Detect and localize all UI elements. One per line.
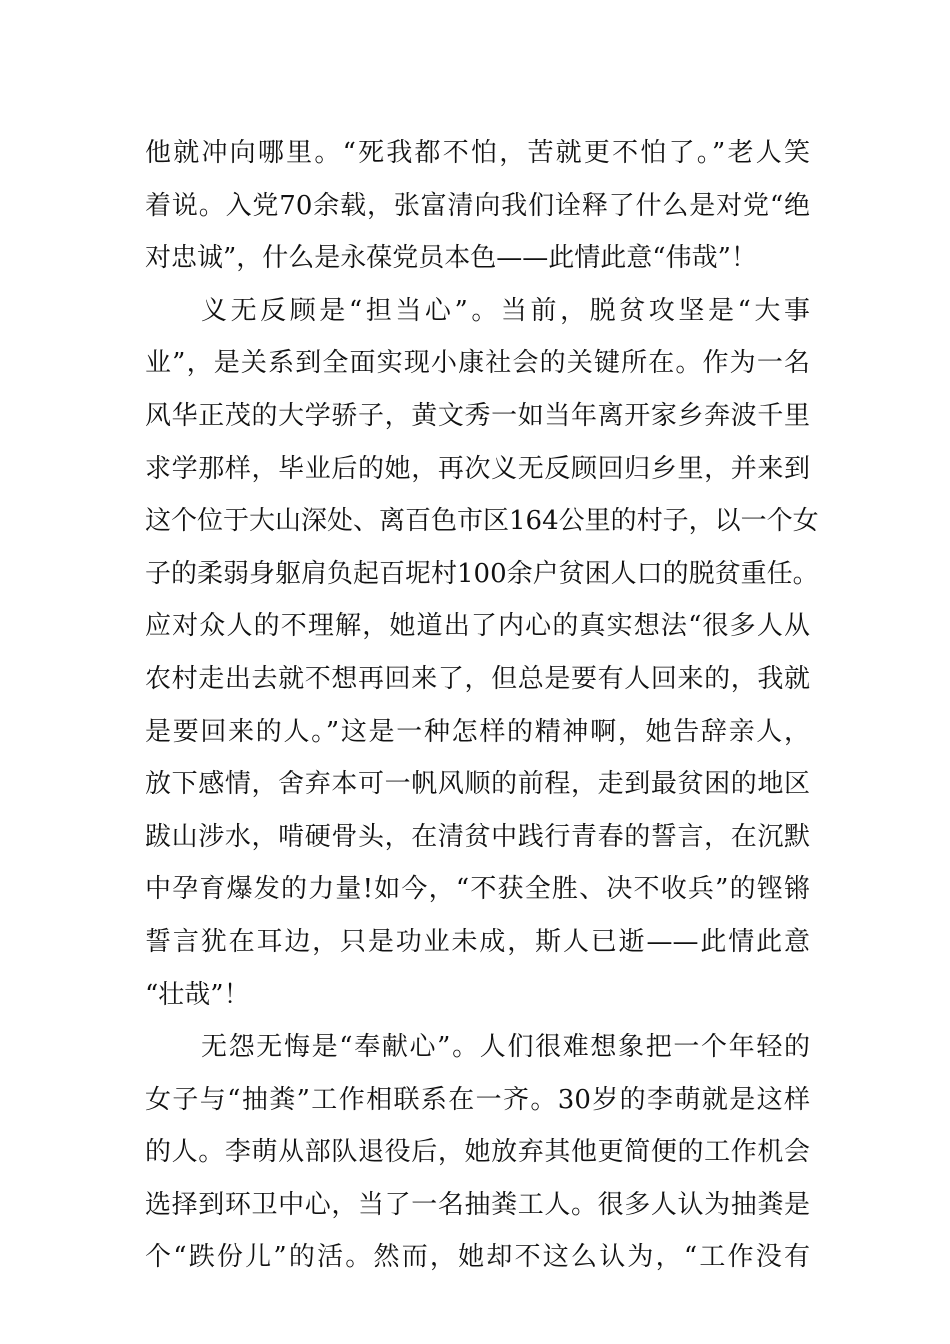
text-line: 他就冲向哪里。“死我都不怕，苦就更不怕了。”老人笑: [145, 138, 810, 168]
text-line: 业”，是关系到全面实现小康社会的关键所在。作为一名: [145, 348, 810, 379]
text-line: 求学那样，毕业后的她，再次义无反顾回归乡里，并来到: [145, 453, 810, 484]
text-line: 是要回来的人。”这是一种怎样的精神啊，她告辞亲人，: [145, 716, 810, 747]
text-line: 这个位于大山深处、离百色市区164公里的村子，以一个女: [145, 506, 819, 537]
text-line: 子的柔弱身躯肩负起百坭村100余户贫困人口的脱贫重任。: [145, 558, 819, 589]
paragraph-start-line: 义无反顾是“担当心”。当前，脱贫攻坚是“大事: [201, 295, 810, 326]
body-text: [145, 127, 819, 1284]
paragraph-start-line: 无怨无悔是“奉献心”。人们很难想象把一个年轻的: [201, 1032, 810, 1063]
text-line: “壮哉”！: [145, 979, 250, 1010]
text-line: 誓言犹在耳边，只是功业未成，斯人已逝——此情此意: [145, 926, 810, 957]
text-line: 对忠诚”，什么是永葆党员本色——此情此意“伟哉”！: [145, 243, 757, 274]
text-line: 应对众人的不理解，她道出了内心的真实想法“很多人从: [145, 611, 810, 642]
text-line: 女子与“抽粪”工作相联系在一齐。30岁的李萌就是这样: [145, 1084, 810, 1115]
text-line: 跋山涉水，啃硬骨头，在清贫中践行青春的誓言，在沉默: [145, 821, 810, 852]
text-line: 中孕育爆发的力量!如今，“不获全胜、决不收兵”的铿锵: [145, 874, 810, 905]
text-line: 个“跌份儿”的活。然而，她却不这么认为，“工作没有: [145, 1242, 810, 1273]
text-line: 农村走出去就不想再回来了，但总是要有人回来的，我就: [145, 663, 810, 694]
text-line: 风华正茂的大学骄子，黄文秀一如当年离开家乡奔波千里: [145, 400, 810, 431]
text-line: 着说。入党70余载，张富清向我们诠释了什么是对党“绝: [145, 190, 810, 221]
text-line: 的人。李萌从部队退役后，她放弃其他更简便的工作机会: [145, 1137, 810, 1168]
text-line: 放下感情，舍弃本可一帆风顺的前程，走到最贫困的地区: [145, 769, 810, 800]
text-line: 选择到环卫中心，当了一名抽粪工人。很多人认为抽粪是: [145, 1189, 810, 1220]
